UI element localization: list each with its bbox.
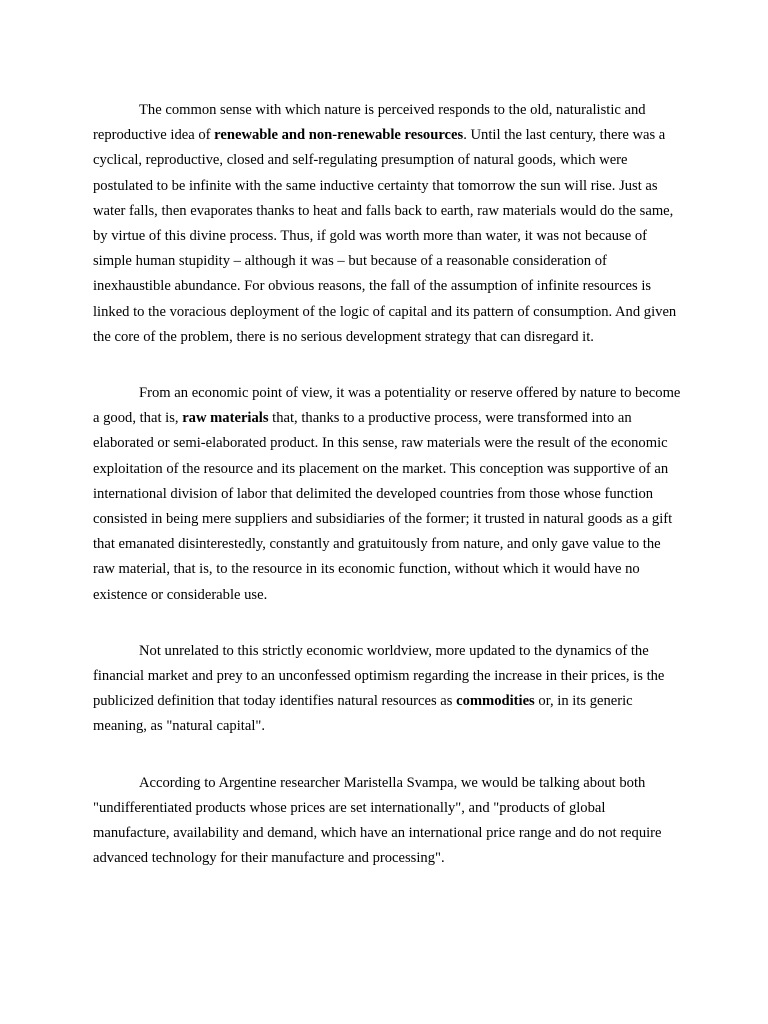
paragraph-raw-materials (93, 381, 681, 608)
paragraph-renewable-resources (93, 98, 681, 350)
text-run: that, thanks to a productive process, were transformed into an elaborated or semi-elaborated product. In this sense, raw materials were the result of the economic exploitation of the resource and its placement on the market. This conception was supportive of an international division of labor that delimited the developed countries from those whose function consisted in being mere suppliers and subsidiaries of the former; it trusted in natural goods as a gift that emanated disinterestedly, constantly and gratuitously from nature, and only gave value to the raw material, that is, to the resource in its economic function, without which it would have no existence or considerable use. (93, 410, 673, 603)
text-run: The common sense with which nature is perceived responds to the old, naturalistic and reproductive idea of (93, 102, 646, 144)
bold-term-raw-materials: raw materials (182, 410, 269, 427)
text-run: . Until the last century, there was a cyclical, reproductive, closed and self-regulating presumption of natural goods, which were postulated to be infinite with the same inductive certainty that tomorrow the sun will rise. Just as water falls, then evaporates thanks to heat and falls back to earth, raw materials would do the same, by virtue of this divine process. Thus, if gold was worth more than water, it was not because of simple human stupidity – although it was – but because of a reasonable consideration of inexhaustible abundance. For obvious reasons, the fall of the assumption of infinite resources is linked to the voracious deployment of the logic of capital and its pattern of consumption. And given the core of the problem, there is no serious development strategy that can disregard it. (93, 127, 677, 345)
text-run: From an economic point of view, it was a potentiality or reserve offered by nature to become a good, that is, (93, 385, 681, 427)
document-page (93, 98, 681, 902)
paragraph-commodities (93, 639, 681, 740)
bold-term-renewable-resources: renewable and non-renewable resources (214, 127, 464, 144)
text-run: or, in its generic meaning, as "natural capital". (93, 693, 633, 735)
paragraph-svampa-quote (93, 771, 681, 872)
text-run: According to Argentine researcher Maristella Svampa, we would be talking about both "undifferentiated products whose prices are set internationally", and "products of global manufacture, availability and demand, which have an international price range and do not require advanced technology for their manufacture and processing". (93, 774, 662, 867)
bold-term-commodities: commodities (456, 693, 535, 710)
text-run: Not unrelated to this strictly economic worldview, more updated to the dynamics of the financial market and prey to an unconfessed optimism regarding the increase in their prices, is the publicized definition that today identifies natural resources as (93, 642, 665, 710)
